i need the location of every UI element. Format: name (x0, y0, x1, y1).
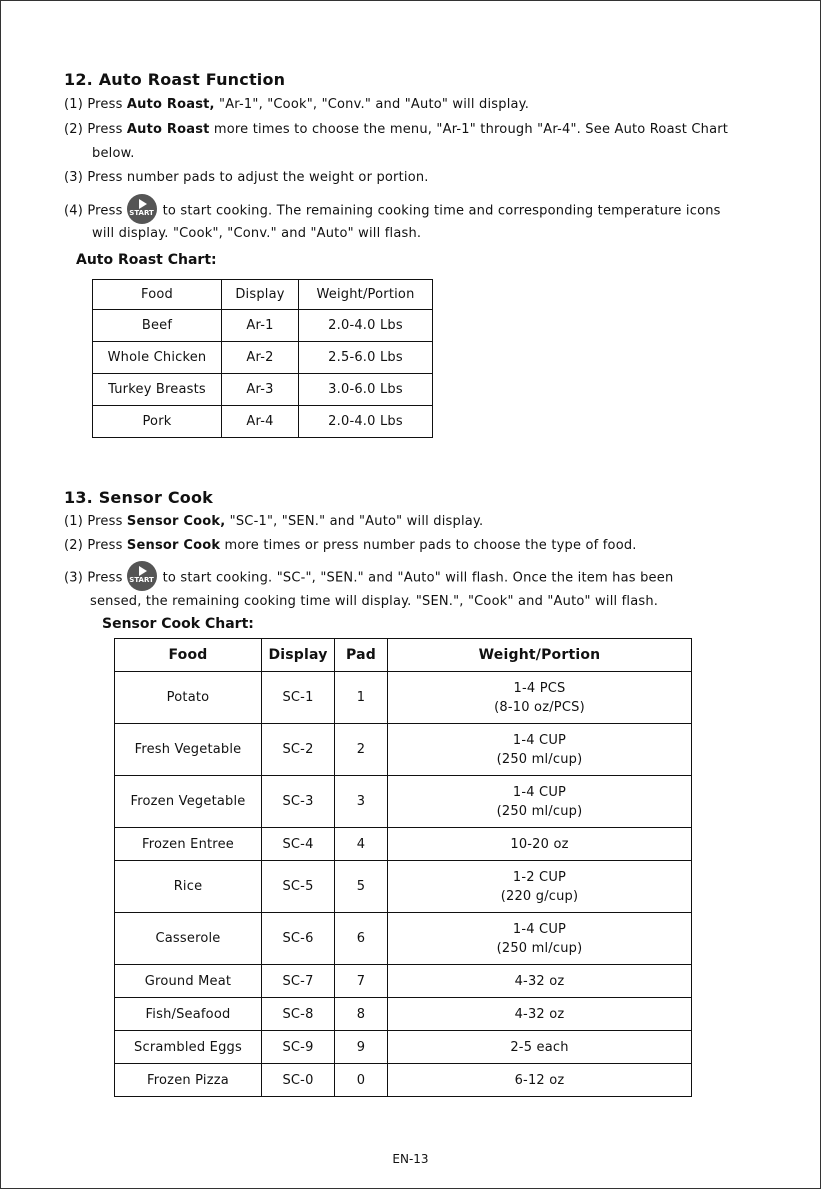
cell-display: SC-6 (262, 913, 335, 965)
table-row (115, 913, 692, 965)
cell-food: Casserole (115, 913, 262, 965)
header-weight: Weight/Portion (299, 280, 433, 310)
auto-roast-table (92, 279, 433, 438)
cell-weight (388, 828, 692, 861)
header-food: Food (93, 280, 222, 310)
weight-line-1: 6-12 oz (514, 1072, 565, 1088)
table-row (93, 342, 433, 374)
weight-line-1: 1-4 CUP (512, 784, 567, 800)
table-row (93, 406, 433, 438)
s12-step-1: (1) Press Auto Roast, "Ar-1", "Cook", "Conv." and "Auto" will display. (64, 97, 530, 112)
cell: Turkey Breasts (93, 374, 222, 406)
cell-weight (388, 965, 692, 998)
cell: Ar-4 (222, 406, 299, 438)
weight-line-1: 1-4 CUP (512, 732, 567, 748)
cell: Ar-2 (222, 342, 299, 374)
cell: 2.5-6.0 Lbs (299, 342, 433, 374)
start-button-icon: START (127, 194, 157, 224)
sensor-cook-chart-title: Sensor Cook Chart: (102, 616, 254, 632)
cell-food: Potato (115, 672, 262, 724)
weight-line-2: (220 g/cup) (500, 888, 579, 904)
s12-step-4: (4) Press START to start cooking. The remaining cooking time and corresponding temperature icons (64, 196, 721, 226)
weight-line-1: 10-20 oz (510, 836, 569, 852)
cell: 2.0-4.0 Lbs (299, 406, 433, 438)
weight-line-1: 1-2 CUP (512, 869, 567, 885)
cell-display: SC-3 (262, 776, 335, 828)
section-13-heading: 13. Sensor Cook (64, 488, 214, 507)
cell-food: Rice (115, 861, 262, 913)
table-row (93, 374, 433, 406)
table-row (115, 1064, 692, 1097)
weight-line-1: 1-4 PCS (513, 680, 566, 696)
cell-pad: 4 (335, 828, 388, 861)
weight-line-1: 4-32 oz (514, 1006, 565, 1022)
s12-step-4-cont: will display. "Cook", "Conv." and "Auto" will flash. (92, 226, 422, 241)
cell-display: SC-4 (262, 828, 335, 861)
table-header-row (115, 639, 692, 672)
s13-step-2: (2) Press Sensor Cook more times or press number pads to choose the type of food. (64, 538, 637, 553)
cell: Beef (93, 310, 222, 342)
header-food: Food (115, 639, 262, 672)
weight-line-1: 2-5 each (510, 1039, 569, 1055)
cell-food: Frozen Pizza (115, 1064, 262, 1097)
cell-pad: 1 (335, 672, 388, 724)
table-row (115, 672, 692, 724)
table-header-row (93, 280, 433, 310)
cell-display: SC-8 (262, 998, 335, 1031)
section-12-heading: 12. Auto Roast Function (64, 70, 286, 89)
s12-step-2-cont: below. (92, 146, 135, 161)
table-row (115, 965, 692, 998)
s13-step-1: (1) Press Sensor Cook, "SC-1", "SEN." and "Auto" will display. (64, 514, 484, 529)
sensor-table-body (115, 672, 692, 1097)
cell-weight (388, 776, 692, 828)
s13-step-3-cont: sensed, the remaining cooking time will display. "SEN.", "Cook" and "Auto" will flash. (90, 594, 659, 609)
table-row (115, 724, 692, 776)
cell-weight (388, 861, 692, 913)
cell-pad: 5 (335, 861, 388, 913)
table-row (115, 998, 692, 1031)
header-display: Display (262, 639, 335, 672)
cell: 3.0-6.0 Lbs (299, 374, 433, 406)
table-row (115, 828, 692, 861)
sensor-cook-table (114, 638, 692, 1097)
cell: Pork (93, 406, 222, 438)
table-row (115, 1031, 692, 1064)
cell: Whole Chicken (93, 342, 222, 374)
cell-weight (388, 1064, 692, 1097)
cell: 2.0-4.0 Lbs (299, 310, 433, 342)
s12-step-3: (3) Press number pads to adjust the weight or portion. (64, 170, 429, 185)
cell-pad: 6 (335, 913, 388, 965)
weight-line-1: 4-32 oz (514, 973, 565, 989)
s12-step-2: (2) Press Auto Roast more times to choose the menu, "Ar-1" through "Ar-4". See Auto Roast Chart (64, 122, 729, 137)
cell-food: Fish/Seafood (115, 998, 262, 1031)
cell-pad: 9 (335, 1031, 388, 1064)
cell-food: Scrambled Eggs (115, 1031, 262, 1064)
weight-line-2: (8-10 oz/PCS) (494, 699, 585, 715)
start-button-icon: START (127, 561, 157, 591)
cell-weight (388, 724, 692, 776)
cell-weight (388, 913, 692, 965)
cell-display: SC-0 (262, 1064, 335, 1097)
weight-line-1: 1-4 CUP (512, 921, 567, 937)
cell-pad: 0 (335, 1064, 388, 1097)
table-row (115, 776, 692, 828)
weight-line-2: (250 ml/cup) (496, 803, 583, 819)
play-icon (139, 199, 147, 209)
header-display: Display (222, 280, 299, 310)
cell-pad: 7 (335, 965, 388, 998)
cell-pad: 8 (335, 998, 388, 1031)
table-row (115, 861, 692, 913)
cell-display: SC-2 (262, 724, 335, 776)
cell-food: Fresh Vegetable (115, 724, 262, 776)
cell-food: Frozen Vegetable (115, 776, 262, 828)
cell-display: SC-1 (262, 672, 335, 724)
cell-pad: 2 (335, 724, 388, 776)
cell: Ar-1 (222, 310, 299, 342)
page-number: EN-13 (392, 1152, 429, 1166)
header-pad: Pad (335, 639, 388, 672)
header-weight: Weight/Portion (388, 639, 692, 672)
cell-pad: 3 (335, 776, 388, 828)
cell-display: SC-9 (262, 1031, 335, 1064)
cell-weight (388, 672, 692, 724)
weight-line-2: (250 ml/cup) (496, 751, 583, 767)
table-row (93, 310, 433, 342)
auto-roast-chart-title: Auto Roast Chart: (76, 252, 217, 268)
cell-weight (388, 998, 692, 1031)
cell-food: Frozen Entree (115, 828, 262, 861)
cell-food: Ground Meat (115, 965, 262, 998)
cell: Ar-3 (222, 374, 299, 406)
cell-weight (388, 1031, 692, 1064)
cell-display: SC-7 (262, 965, 335, 998)
s13-step-3: (3) Press START to start cooking. "SC-", "SEN." and "Auto" will flash. Once the item has been (64, 563, 673, 593)
cell-display: SC-5 (262, 861, 335, 913)
weight-line-2: (250 ml/cup) (496, 940, 583, 956)
play-icon (139, 566, 147, 576)
